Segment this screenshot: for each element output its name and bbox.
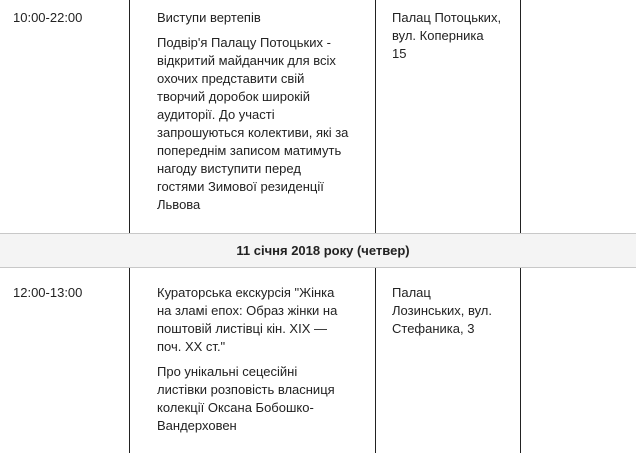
location-line: Лозинських, вул. <box>392 303 492 318</box>
description-line: нагоду виступити перед <box>157 161 301 176</box>
description-line: Подвір'я Палацу Потоцьких - <box>157 35 331 50</box>
table-row <box>0 268 636 455</box>
description-line: гостями Зимової резиденції <box>157 179 324 194</box>
location-cell <box>375 268 520 453</box>
location-line: 15 <box>392 46 407 61</box>
time-cell <box>0 268 129 455</box>
event-title-line: Виступи вертепів <box>157 10 261 25</box>
description-line: творчий доробок широкій <box>157 89 311 104</box>
location-line: Палац <box>392 285 431 300</box>
description-line: Про унікальні сецесійні <box>157 364 298 379</box>
description-line: листівки розповість власниця <box>157 382 335 397</box>
description-line: колекції Оксана Бобошко- <box>157 400 314 415</box>
event-title-line: поштовій листівці кін. XIX — <box>157 321 327 336</box>
description-line: охочих представити свій <box>157 71 305 86</box>
time-cell <box>0 0 129 233</box>
event-title-line: Кураторська екскурсія "Жінка <box>157 285 335 300</box>
location-line: вул. Коперника <box>392 28 484 43</box>
event-description <box>157 34 375 214</box>
description-line: попереднім записом матимуть <box>157 143 342 158</box>
description-line: відкритий майданчик для всіх <box>157 53 336 68</box>
date-header: 11 січня 2018 року (четвер) <box>236 243 410 258</box>
date-header-row <box>0 233 636 268</box>
location-cell <box>375 0 520 233</box>
location-line: Палац Потоцьких, <box>392 10 502 25</box>
empty-cell <box>520 268 636 453</box>
description-cell <box>129 0 375 233</box>
description-line: Львова <box>157 197 201 212</box>
event-time: 10:00-22:00 <box>13 10 83 25</box>
event-title-line: поч. XX ст." <box>157 339 226 354</box>
event-title <box>157 9 375 27</box>
location-line: Стефаника, 3 <box>392 321 475 336</box>
description-cell <box>129 268 375 453</box>
description-line: Вандерховен <box>157 418 237 433</box>
empty-cell <box>520 0 636 233</box>
event-time: 12:00-13:00 <box>13 285 83 300</box>
description-line: аудиторії. До участі <box>157 107 275 122</box>
description-line: запрошуються колективи, які за <box>157 125 349 140</box>
event-title <box>157 284 375 356</box>
event-description <box>157 363 375 435</box>
event-title-line: на зламі епох: Образ жінки на <box>157 303 338 318</box>
